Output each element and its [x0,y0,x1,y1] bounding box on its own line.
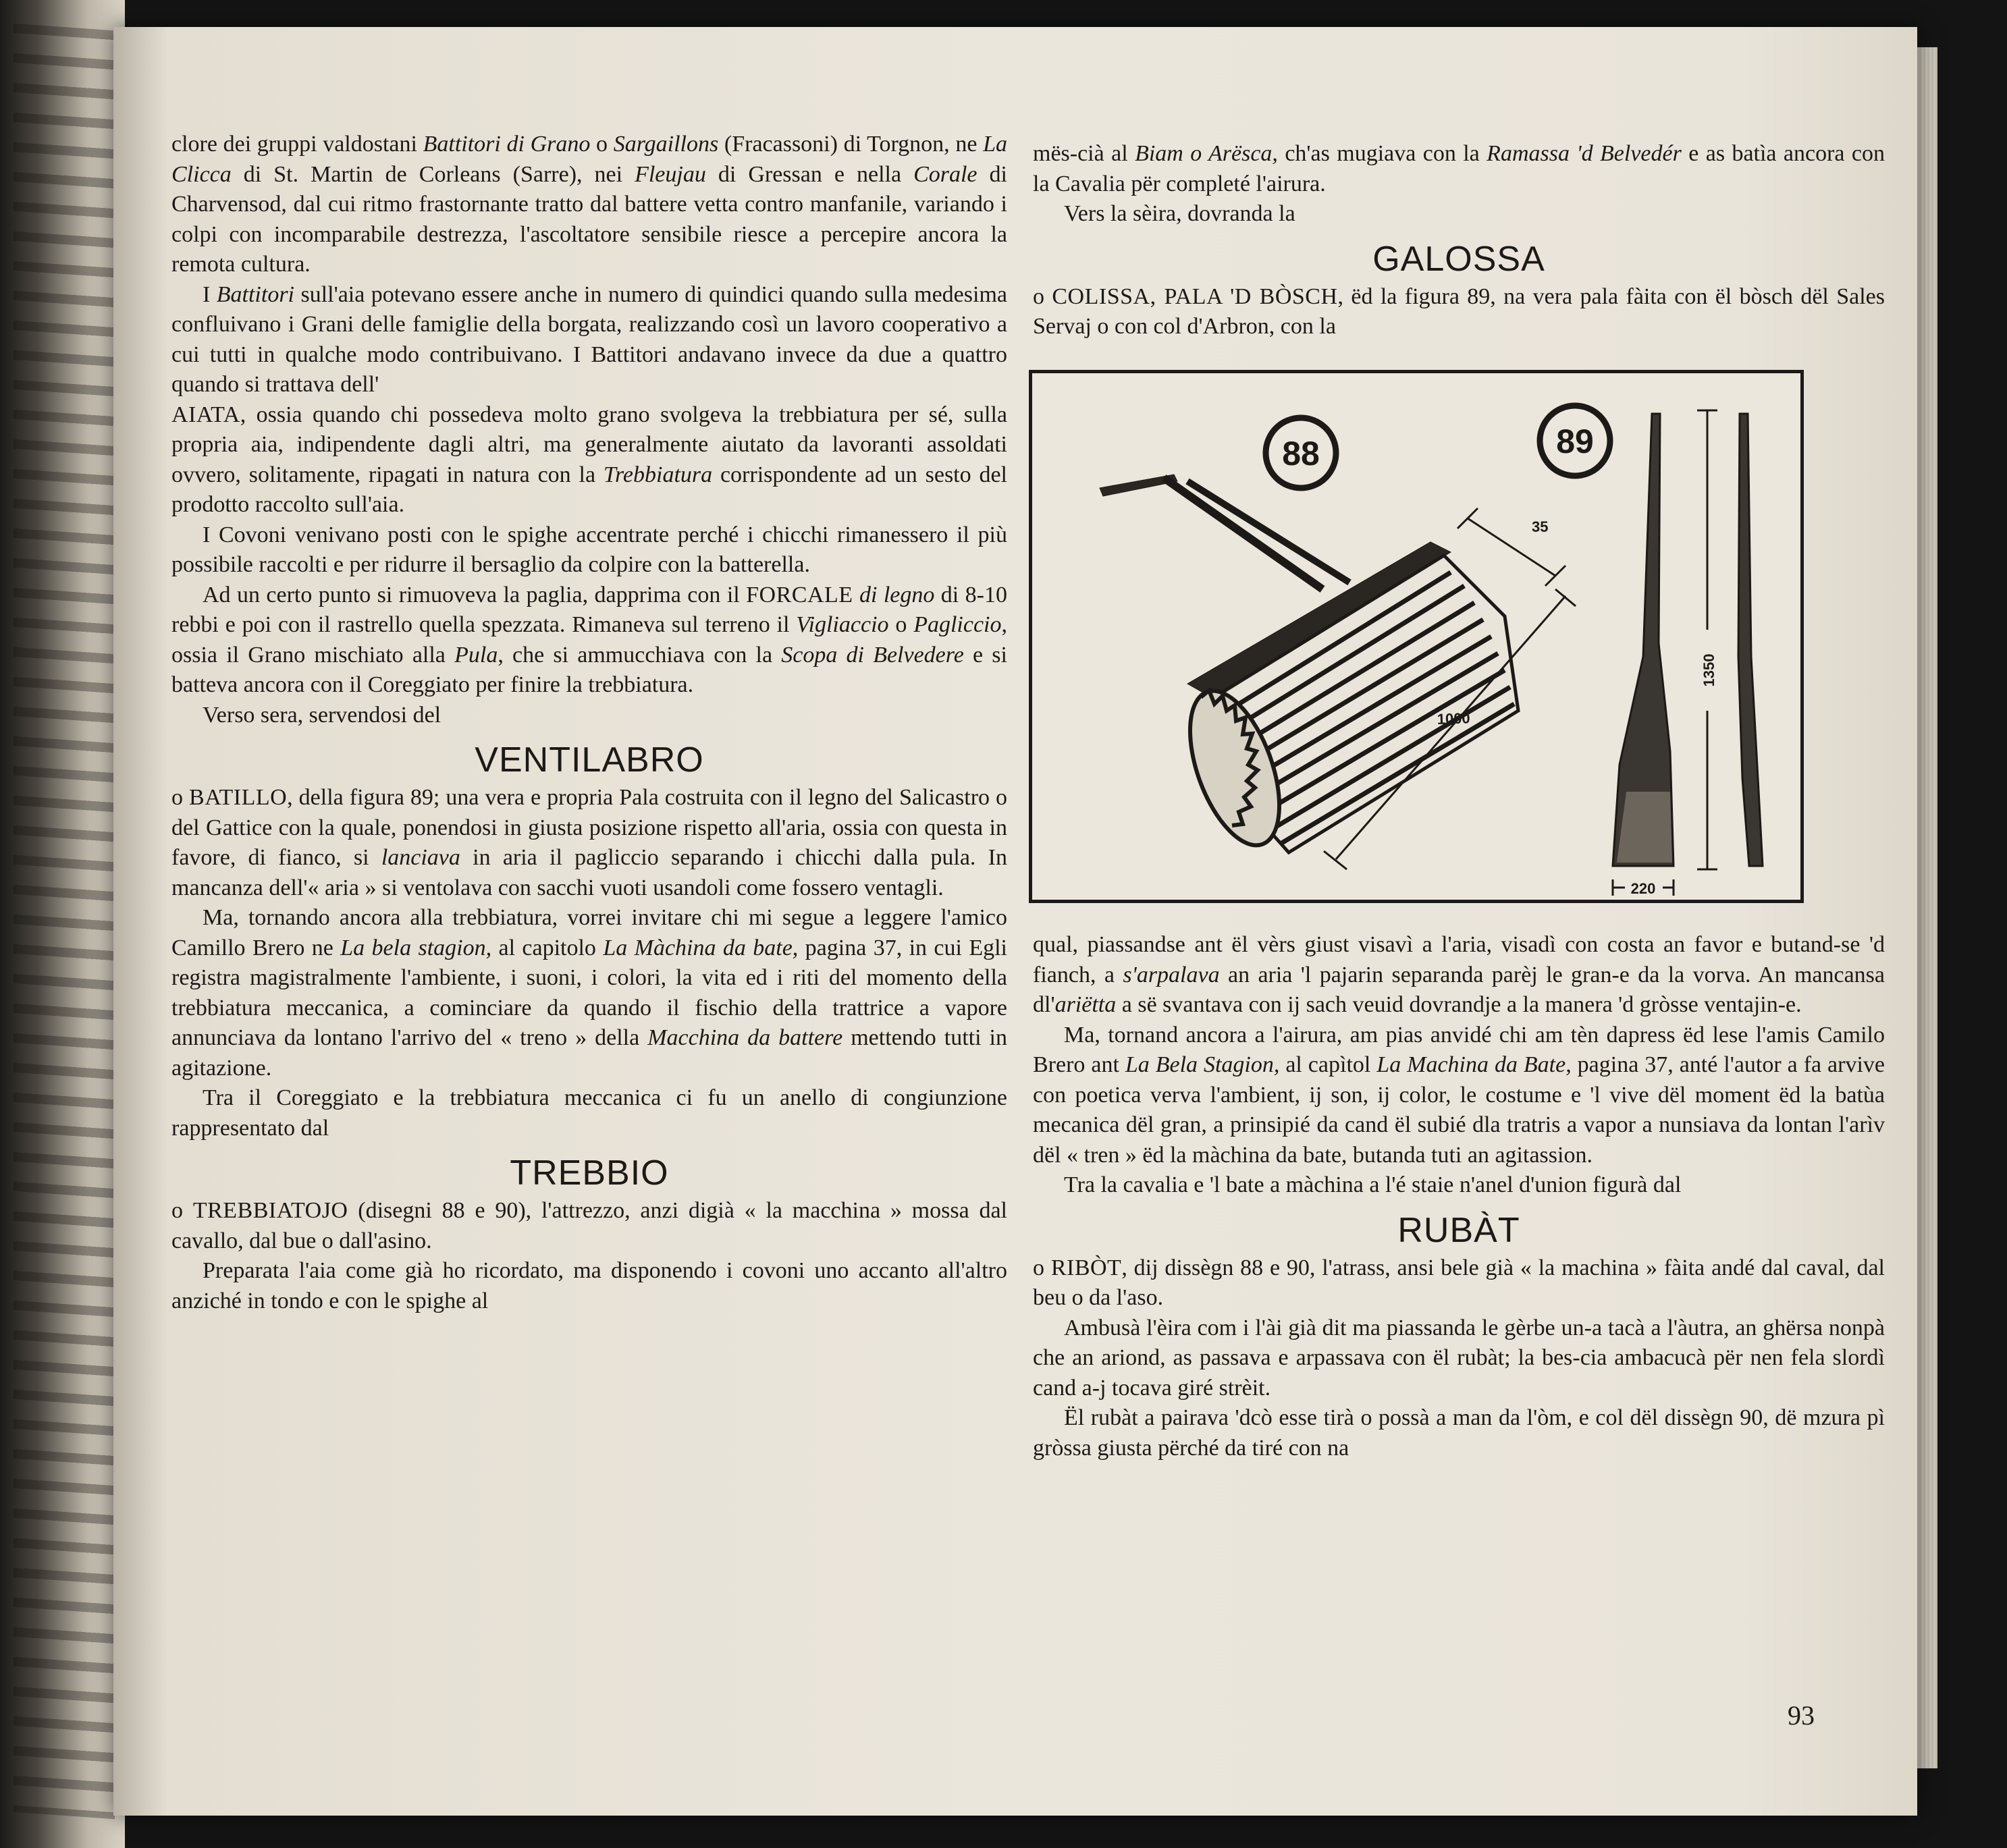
text-run: mettendo tutti in agitazione. [171,1025,1007,1081]
text-run: corrispondente ad un sesto del prodotto raccolto sull'aia. [171,462,1007,517]
text-run: , della figura 89; una vera e propria Pala costruita con il legno del Salicastro o del Gattice con la quale, ponendosi in giusta posizione rispetto all'aria, ossia con questa in favore, di fianco, si [171,785,1008,870]
italic-text: Trebbiatura [603,462,713,487]
paragraph [171,580,1007,701]
text-run: Ël rubàt a pairava 'dcò esse tirà o possà a man da l'òm, e col dël dissègn 90, dë mzura pì gròssa giusta përché da tiré con na [1033,1405,1885,1461]
section-heading: VENTILABRO [475,740,704,780]
text-run: di Gressan e nella [705,161,914,187]
text-run: Ambusà l'èira com i l'ài già dit ma piassanda le gèrbe un-a tacà a l'àutra, an ghërsa nonpà che an ariond, as passava e arpassava con ël rubàt; la bes-cia ambacucà për nen fela slordì cand a-j tocava giré strèit. [1033,1315,1885,1401]
paragraph [1033,1170,1885,1201]
italic-text: La bela stagion, [340,935,492,960]
text-run: in aria il pagliccio separando i chicchi dalla pula. In mancanza dell'« aria » si ventolava con sacchi vuoti usandoli come fossero ventagli. [171,845,1007,900]
section-heading: RUBÀT [1397,1210,1520,1250]
paragraph [171,400,1007,520]
figure-drawing [1032,373,1800,900]
text-run [853,582,859,607]
text-run: qual, piassandse ant ël vèrs giust visavì a l'aria, visadì con costa an favor e butand-se 'd fianch, a [1033,932,1885,987]
section-heading: GALOSSA [1372,239,1545,279]
text-run: I Covoni venivano posti con le spighe accentrate perché i chicchi rimanessero il più possibile raccolti e per ridurre il bersaglio da colpire con la batterella. [171,522,1007,577]
paragraph [171,1256,1007,1316]
text-run: o [1033,283,1052,309]
dim-1000-label: 1000 [1437,709,1471,728]
paragraph [1033,1253,1885,1313]
text-run: FORCALE [746,582,853,607]
paragraph [171,1196,1007,1256]
italic-text: Ramassa 'd Belvedér [1487,141,1682,166]
text-run: o [1033,1255,1051,1280]
facing-page-edge [0,0,125,1848]
paragraph [171,1083,1007,1143]
text-run: clore dei gruppi valdostani [171,132,423,157]
text-run: , dij dissègn 88 e 90, l'atrass, ansi bele già « la machina » fàita andé dal caval, dal beu o da l'aso. [1033,1255,1885,1310]
text-run: AIATA [171,402,240,427]
italic-text: Vigliaccio [796,612,889,637]
paragraph [171,130,1007,280]
text-run: di St. Martin de Corleans (Sarre), nei [231,161,635,187]
ventilabro-drawing [1613,410,1763,897]
italic-text: Scopa di Belvedere [781,642,964,668]
text-run: Ma, tornand ancora a l'airura, am pias anvidé chi am tèn dapress ëd lese l'amis Camilo Brero ant [1033,1022,1885,1077]
figure-label-89 [1540,406,1610,476]
dim-220-label: 220 [1630,880,1656,897]
section-heading: TREBBIO [510,1153,669,1193]
figure-88-89 [1029,370,1804,903]
text-run: pagina 37, anté l'autor a fa arvive con poetica verva l'ambient, ij son, ij color, le costume e 'l vive dël moment ëd la batùa mecanica dël gran, a prinsipié da cand ël subié dla tratris a vapor a nunsiava da lontan l'arìv dël « tren » ëd la màchina da bate, butanda tuti an agitassion. [1033,1052,1885,1168]
italic-text: s'arpalava [1123,962,1220,987]
italic-text: La Clicca [171,132,1007,187]
text-run: , ëd la figura 89, na vera pala fàita con ël bòsch dël Sales Servaj o con col d'Arbron, con la [1033,283,1885,339]
text-run: Tra il Coreggiato e la trebbiatura meccanica ci fu un anello di congiunzione rappresentato dal [171,1085,1007,1141]
text-run: Preparata l'aia come già ho ricordato, ma disponendo i covoni uno accanto all'altro anziché in tondo e con le spighe al [171,1258,1007,1313]
paragraph [1033,282,1885,342]
text-run: e as batìa ancora con la Cavalia për completé l'airura. [1033,141,1885,196]
paragraph [171,903,1007,1083]
text-run: pagina 37, in cui Egli registra magistralmente l'ambiente, i suoni, i colori, la vita ed i riti del momento della trebbiatura meccanica, a cominciare da quando il fischio della trattrice a vapore annunciava da lontano l'arrivo del « treno » della [171,935,1008,1050]
text-run: e si batteva ancora con il Coreggiato per finire la trebbiatura. [171,642,1007,697]
text-run: (disegni 88 e 90), l'attrezzo, anzi digià « la macchina » mossa dal cavallo, dal bue o dall'asino. [171,1198,1008,1253]
text-run: o [590,132,614,157]
text-run: , ossia quando chi possedeva molto grano svolgeva la trebbiatura per sé, sulla propria aia, indipendente dagli altri, ma generalmente aiutato da lavoranti assoldati ovvero, solitamente, ripagati in natura con la [171,402,1007,487]
text-run: , che si ammucchiava con la [498,642,782,668]
dim-35-label: 35 [1532,518,1549,535]
text-run: TREBBIATOJO [192,1198,348,1223]
italic-text: Pagliccio [913,612,1002,637]
text-run: a së svantava con ij sach veuid dovrandje a la manera 'd gròsse ventajin-e. [1116,992,1802,1017]
text-run: Ad un certo punto si rimuoveva la paglia, dapprima con il [203,582,747,607]
italic-text: ariëtta [1054,992,1117,1017]
text-run: o [171,785,190,810]
italic-text: Macchina da battere [647,1025,843,1050]
text-run: al capìtol [1279,1052,1377,1077]
text-run: I [203,281,217,307]
page-number: 93 [1788,1700,1815,1731]
italic-text: Fleujau [635,161,706,187]
figure-label-88 [1266,418,1336,488]
italic-text: lanciava [381,845,460,870]
italic-text: La Màchina da bate, [603,935,799,960]
text-run: (Fracassoni) di Torgnon, ne [718,132,984,157]
text-run: o [171,1198,193,1223]
paragraph [171,701,1007,731]
text-run: di Charvensod, dal cui ritmo frastornante tratto dal battere vetta contro manfanile, variando i colpi con incomparabile destrezza, l'ascoltatore sensibile riesce a percepire ancora la remota cultura. [171,161,1007,277]
text-run: BATILLO [189,785,288,810]
paragraph [1033,930,1885,1021]
paragraph [1033,199,1885,229]
paragraph [1033,1021,1885,1171]
text-run: Tra la cavalia e 'l bate a màchina a l'é staie n'anel d'union figurà dal [1064,1172,1682,1197]
text-run: , ossia il Grano mischiato alla [171,612,1007,668]
text-run: an aria 'l pajarin separanda parèj le gran-e da la vorva. An mancansa dl' [1033,962,1885,1017]
text-run: Vers la sèira, dovranda la [1064,201,1295,226]
paragraph [171,783,1007,903]
paragraph [1033,139,1885,199]
label-89-text: 89 [1556,423,1594,460]
label-88-text: 88 [1282,435,1320,472]
text-run: Verso sera, servendosi del [203,702,441,728]
italic-text: La Bela Stagion, [1125,1052,1280,1077]
right-column-top [1033,139,1885,342]
dim-1350-label: 1350 [1701,653,1717,687]
text-run: Ma, tornando ancora alla trebbiatura, vorrei invitare chi mi segue a leggere l'amico Camillo Brero ne [171,905,1007,960]
italic-text: Corale [913,161,978,187]
paragraph [171,520,1007,580]
text-run: sull'aia potevano essere anche in numero di quindici quando sulla medesima confluivano i Grani delle famiglie della borgata, realizzando così un lavoro cooperativo a cui tutti in qualche modo contribuivano. I Battitori andavano invece da due a quattro quando si trattava dell' [171,281,1007,397]
text-run: COLISSA, PALA 'D BÒSCH [1052,283,1338,309]
italic-text: di legno [859,582,935,607]
paragraph [1033,1313,1885,1404]
text-run: mës-cià al [1033,141,1135,166]
text-run: di 8-10 rebbi e poi con il rastrello quella spezzata. Rimaneva sul terreno il [171,582,1007,637]
italic-text: Biam o Arësca, [1135,141,1278,166]
left-column [171,130,1007,1316]
italic-text: Battitori di Grano [423,132,591,157]
trebbio-drawing [1100,474,1576,869]
italic-text: Pula [454,642,498,668]
italic-text: Battitori [216,281,294,307]
text-run: ch'as mugiava con la [1277,141,1487,166]
text-run: al capitolo [491,935,604,960]
right-column-bottom [1033,930,1885,1463]
text-run: RIBÒT [1050,1255,1122,1280]
italic-text: La Machina da Bate, [1376,1052,1572,1077]
italic-text: Sargaillons [613,132,719,157]
paragraph [171,280,1007,400]
text-run: o [888,612,914,637]
book-page [113,27,1917,1816]
paragraph [1033,1403,1885,1463]
